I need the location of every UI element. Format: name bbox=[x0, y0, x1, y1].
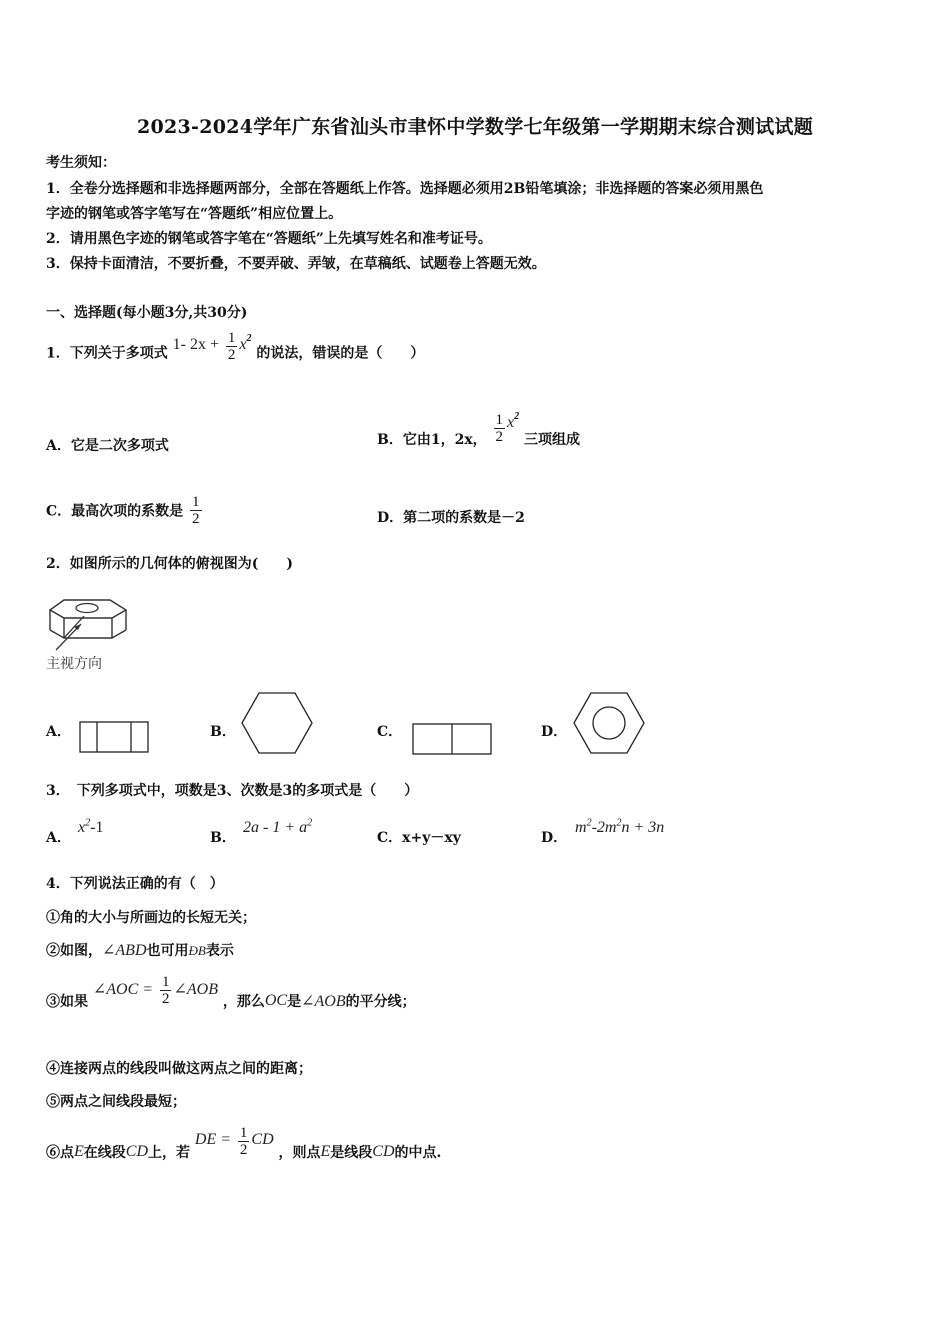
notice-line-1a: 1．全卷分选择题和非选择题两部分，全部在答题纸上作答。选择题必须用2B铅笔填涂；非选择题的答案必须用黑色 bbox=[46, 181, 764, 197]
q4-statement-1: ①角的大小与所画边的长短无关； bbox=[46, 910, 256, 926]
q2-option-c-figure bbox=[412, 723, 492, 755]
notice-heading: 考生须知： bbox=[46, 155, 116, 171]
q4-s3-mid: ，那么 bbox=[222, 993, 265, 1010]
q1-optc-num: 1 bbox=[192, 494, 200, 510]
q1-optb-exp: 2 bbox=[514, 410, 520, 422]
q1-option-a: A．它是二次多项式 bbox=[46, 438, 169, 454]
q1-option-d: D．第二项的系数是－2 bbox=[377, 510, 525, 526]
q4-s3-den: 2 bbox=[161, 991, 170, 1007]
q1-optb-fraction bbox=[494, 412, 506, 445]
notice-line-2: 2．请用黑色字迹的钢笔或答字笔在“答题纸”上先填写姓名和准考证号。 bbox=[46, 231, 492, 247]
question-2: 2．如图所示的几何体的俯视图为( ) bbox=[46, 556, 293, 572]
q3-option-c: C．x+y－xy bbox=[377, 830, 461, 846]
question-3: 3． 下列多项式中，项数是3、次数是3的多项式是（ ） bbox=[46, 783, 419, 799]
q2-option-b-label: B． bbox=[210, 724, 236, 740]
q1-option-c bbox=[46, 494, 204, 527]
q4-s6-fraction bbox=[238, 1125, 250, 1158]
q1-poly-fraction bbox=[226, 330, 238, 363]
q4-s6-e2: E bbox=[320, 1142, 331, 1160]
view-direction-caption: 主视方向 bbox=[46, 656, 102, 672]
section-heading: 一、选择题(每小题3分,共30分) bbox=[46, 305, 248, 321]
q4-s6-post: 的中点. bbox=[394, 1144, 442, 1161]
q4-s3-aob: ∠AOB bbox=[301, 992, 346, 1010]
q3-opta-rest: -1 bbox=[90, 819, 104, 836]
q4-s2-sym: ÐB bbox=[188, 943, 206, 958]
q1-optc-den: 2 bbox=[192, 511, 200, 527]
q2-option-a-figure bbox=[79, 721, 149, 753]
q2-option-d-label: D． bbox=[541, 724, 568, 740]
q3-optd-e1: 2 bbox=[586, 817, 592, 829]
q4-s3-rhs: ∠AOB bbox=[173, 980, 218, 998]
q4-s6-b: 上，若 bbox=[148, 1144, 191, 1161]
q1-suffix: 的说法，错误的是（ ） bbox=[256, 345, 425, 362]
q4-statement-6 bbox=[46, 1125, 442, 1161]
q1-poly-x: x bbox=[239, 335, 247, 353]
q4-s6-cd3: CD bbox=[372, 1142, 395, 1160]
q4-s6-cd: CD bbox=[125, 1142, 149, 1160]
q4-s6-a: 在线段 bbox=[83, 1144, 126, 1161]
q3-opta-x: x bbox=[78, 819, 86, 836]
q4-s6-den: 2 bbox=[239, 1142, 248, 1158]
q4-s3-is: 是 bbox=[287, 993, 302, 1010]
q4-s6-de: DE = bbox=[194, 1130, 232, 1148]
q3-optd-e2: 2 bbox=[616, 817, 622, 829]
q4-statement-4: ④连接两点的线段叫做这两点之间的距离； bbox=[46, 1061, 312, 1077]
q4-s6-e: E bbox=[74, 1142, 84, 1160]
q2-option-c-label: C． bbox=[377, 724, 403, 740]
q3-optd-mid: -2m bbox=[591, 819, 617, 836]
q4-s3-post: 的平分线； bbox=[345, 993, 416, 1010]
q4-s6-num: 1 bbox=[239, 1125, 248, 1141]
q2-option-d-figure bbox=[573, 692, 645, 754]
q3-option-b-expr bbox=[243, 817, 312, 837]
q4-s2-angle: ∠ABD bbox=[102, 942, 147, 959]
notice-line-1b: 字迹的钢笔或答字笔写在“答题纸”相应位置上。 bbox=[46, 206, 343, 222]
q3-option-d-label: D． bbox=[541, 830, 568, 846]
q1-optb-den: 2 bbox=[495, 429, 504, 445]
page-title: 2023-2024学年广东省汕头市聿怀中学数学七年级第一学期期末综合测试试题 bbox=[136, 116, 814, 138]
q4-s2-mid: 也可用 bbox=[146, 943, 189, 959]
q2-option-a-label: A． bbox=[46, 724, 71, 740]
q4-s2-pre: ②如图， bbox=[46, 943, 102, 959]
q2-option-b-figure bbox=[241, 692, 313, 754]
q1-optb-post: 三项组成 bbox=[524, 431, 581, 448]
q3-option-d-expr bbox=[575, 817, 664, 837]
q4-s2-post: 表示 bbox=[205, 943, 234, 959]
q1-prefix: 1．下列关于多项式 bbox=[46, 345, 168, 362]
q1-optb-pre: B．它由1，2x， bbox=[377, 431, 487, 448]
q1-optc-pre: C．最高次项的系数是 bbox=[46, 503, 184, 520]
q4-s3-lhs: ∠AOC = bbox=[92, 980, 154, 998]
question-4: 4．下列说法正确的有（ ） bbox=[46, 876, 224, 892]
q1-poly-a: 1- 2x + bbox=[172, 335, 219, 353]
notice-line-3: 3．保持卡面清洁，不要折叠，不要弄破、弄皱，在草稿纸、试题卷上答题无效。 bbox=[46, 256, 546, 272]
q4-statement-2 bbox=[46, 940, 234, 960]
q3-opta-exp: 2 bbox=[85, 817, 91, 829]
q3-optd-m1: m bbox=[575, 819, 587, 836]
q3-optb-expr: 2a - 1 + a bbox=[243, 819, 308, 836]
q4-statement-5: ⑤两点之间线段最短； bbox=[46, 1094, 186, 1110]
q1-optb-num: 1 bbox=[495, 412, 504, 428]
q4-statement-3 bbox=[46, 974, 416, 1010]
q4-s3-oc: OC bbox=[264, 991, 288, 1009]
q3-option-b-label: B． bbox=[210, 830, 236, 846]
q1-poly-den: 2 bbox=[227, 347, 236, 363]
q3-option-a-expr bbox=[78, 817, 103, 837]
q4-s3-fraction bbox=[160, 974, 172, 1007]
q4-s3-pre: ③如果 bbox=[46, 993, 88, 1010]
q4-s6-d: 是线段 bbox=[330, 1144, 373, 1161]
q4-s6-c: ，则点 bbox=[278, 1144, 321, 1161]
hex-prism-figure bbox=[46, 594, 136, 650]
q1-optb-x: x bbox=[507, 413, 515, 431]
q1-optc-fraction bbox=[190, 494, 202, 527]
q3-optd-rest: n + 3n bbox=[621, 819, 665, 836]
q4-s3-num: 1 bbox=[161, 974, 170, 990]
q4-s6-pre: ⑥点 bbox=[46, 1144, 74, 1161]
question-1 bbox=[46, 330, 425, 369]
q1-poly-num: 1 bbox=[227, 330, 236, 346]
q3-option-a-label: A． bbox=[46, 830, 71, 846]
q1-poly-exp: 2 bbox=[246, 332, 252, 344]
q3-optb-exp: 2 bbox=[307, 817, 313, 829]
q4-s6-cd2: CD bbox=[251, 1130, 274, 1148]
q1-option-b bbox=[377, 410, 581, 448]
